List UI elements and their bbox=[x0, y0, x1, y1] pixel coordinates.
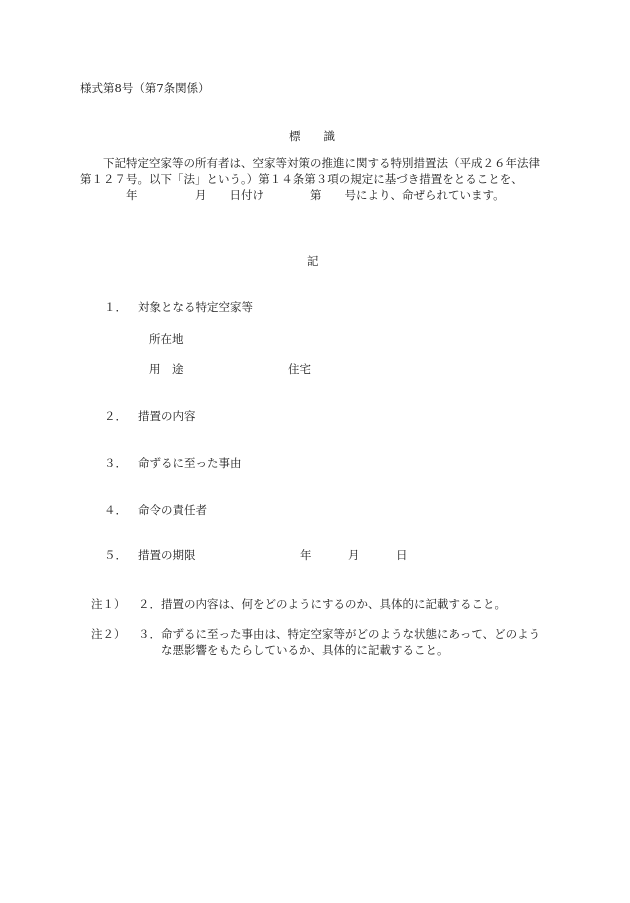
location-label: 所在地 bbox=[149, 332, 184, 346]
item-2-number: ２． bbox=[104, 409, 127, 423]
note-1-label: 注１） bbox=[91, 597, 126, 611]
deadline-year: 年 bbox=[300, 548, 312, 562]
item-1-number: １． bbox=[104, 300, 127, 314]
note-1-text: ２．措置の内容は、何をどのようにするのか、具体的に記載すること。 bbox=[138, 597, 506, 611]
use-label: 用 途 bbox=[149, 362, 184, 376]
deadline-day: 日 bbox=[396, 548, 408, 562]
use-value: 住宅 bbox=[288, 362, 311, 376]
note-2-text-continued: な悪影響をもたらしているか、具体的に記載すること。 bbox=[161, 643, 449, 657]
item-4-number: ４． bbox=[104, 503, 127, 517]
item-3-number: ３． bbox=[104, 456, 127, 470]
item-1-label: 対象となる特定空家等 bbox=[138, 300, 253, 314]
deadline-month: 月 bbox=[348, 548, 360, 562]
item-5-number: ５． bbox=[104, 548, 127, 562]
body-line-3: 年 月 日付け 第 号により、命ぜられています。 bbox=[80, 188, 505, 202]
item-2-label: 措置の内容 bbox=[138, 409, 196, 423]
item-5-label: 措置の期限 bbox=[138, 548, 196, 562]
item-3-label: 命ずるに至った事由 bbox=[138, 456, 242, 470]
form-label: 様式第8号（第7条関係） bbox=[80, 81, 210, 95]
ki-heading: 記 bbox=[307, 254, 319, 268]
note-2-text: ３．命ずるに至った事由は、特定空家等がどのような状態にあって、どのよう bbox=[138, 627, 541, 641]
body-line-1: 下記特定空家等の所有者は、空家等対策の推進に関する特別措置法（平成２６年法律 bbox=[80, 156, 540, 170]
item-4-label: 命令の責任者 bbox=[138, 503, 207, 517]
note-2-label: 注２） bbox=[91, 627, 126, 641]
body-line-2: 第１２７号。以下「法」という。）第１４条第３項の規定に基づき措置をとることを、 bbox=[80, 172, 523, 186]
body-paragraph bbox=[80, 155, 556, 203]
document-title: 標 識 bbox=[289, 129, 335, 143]
